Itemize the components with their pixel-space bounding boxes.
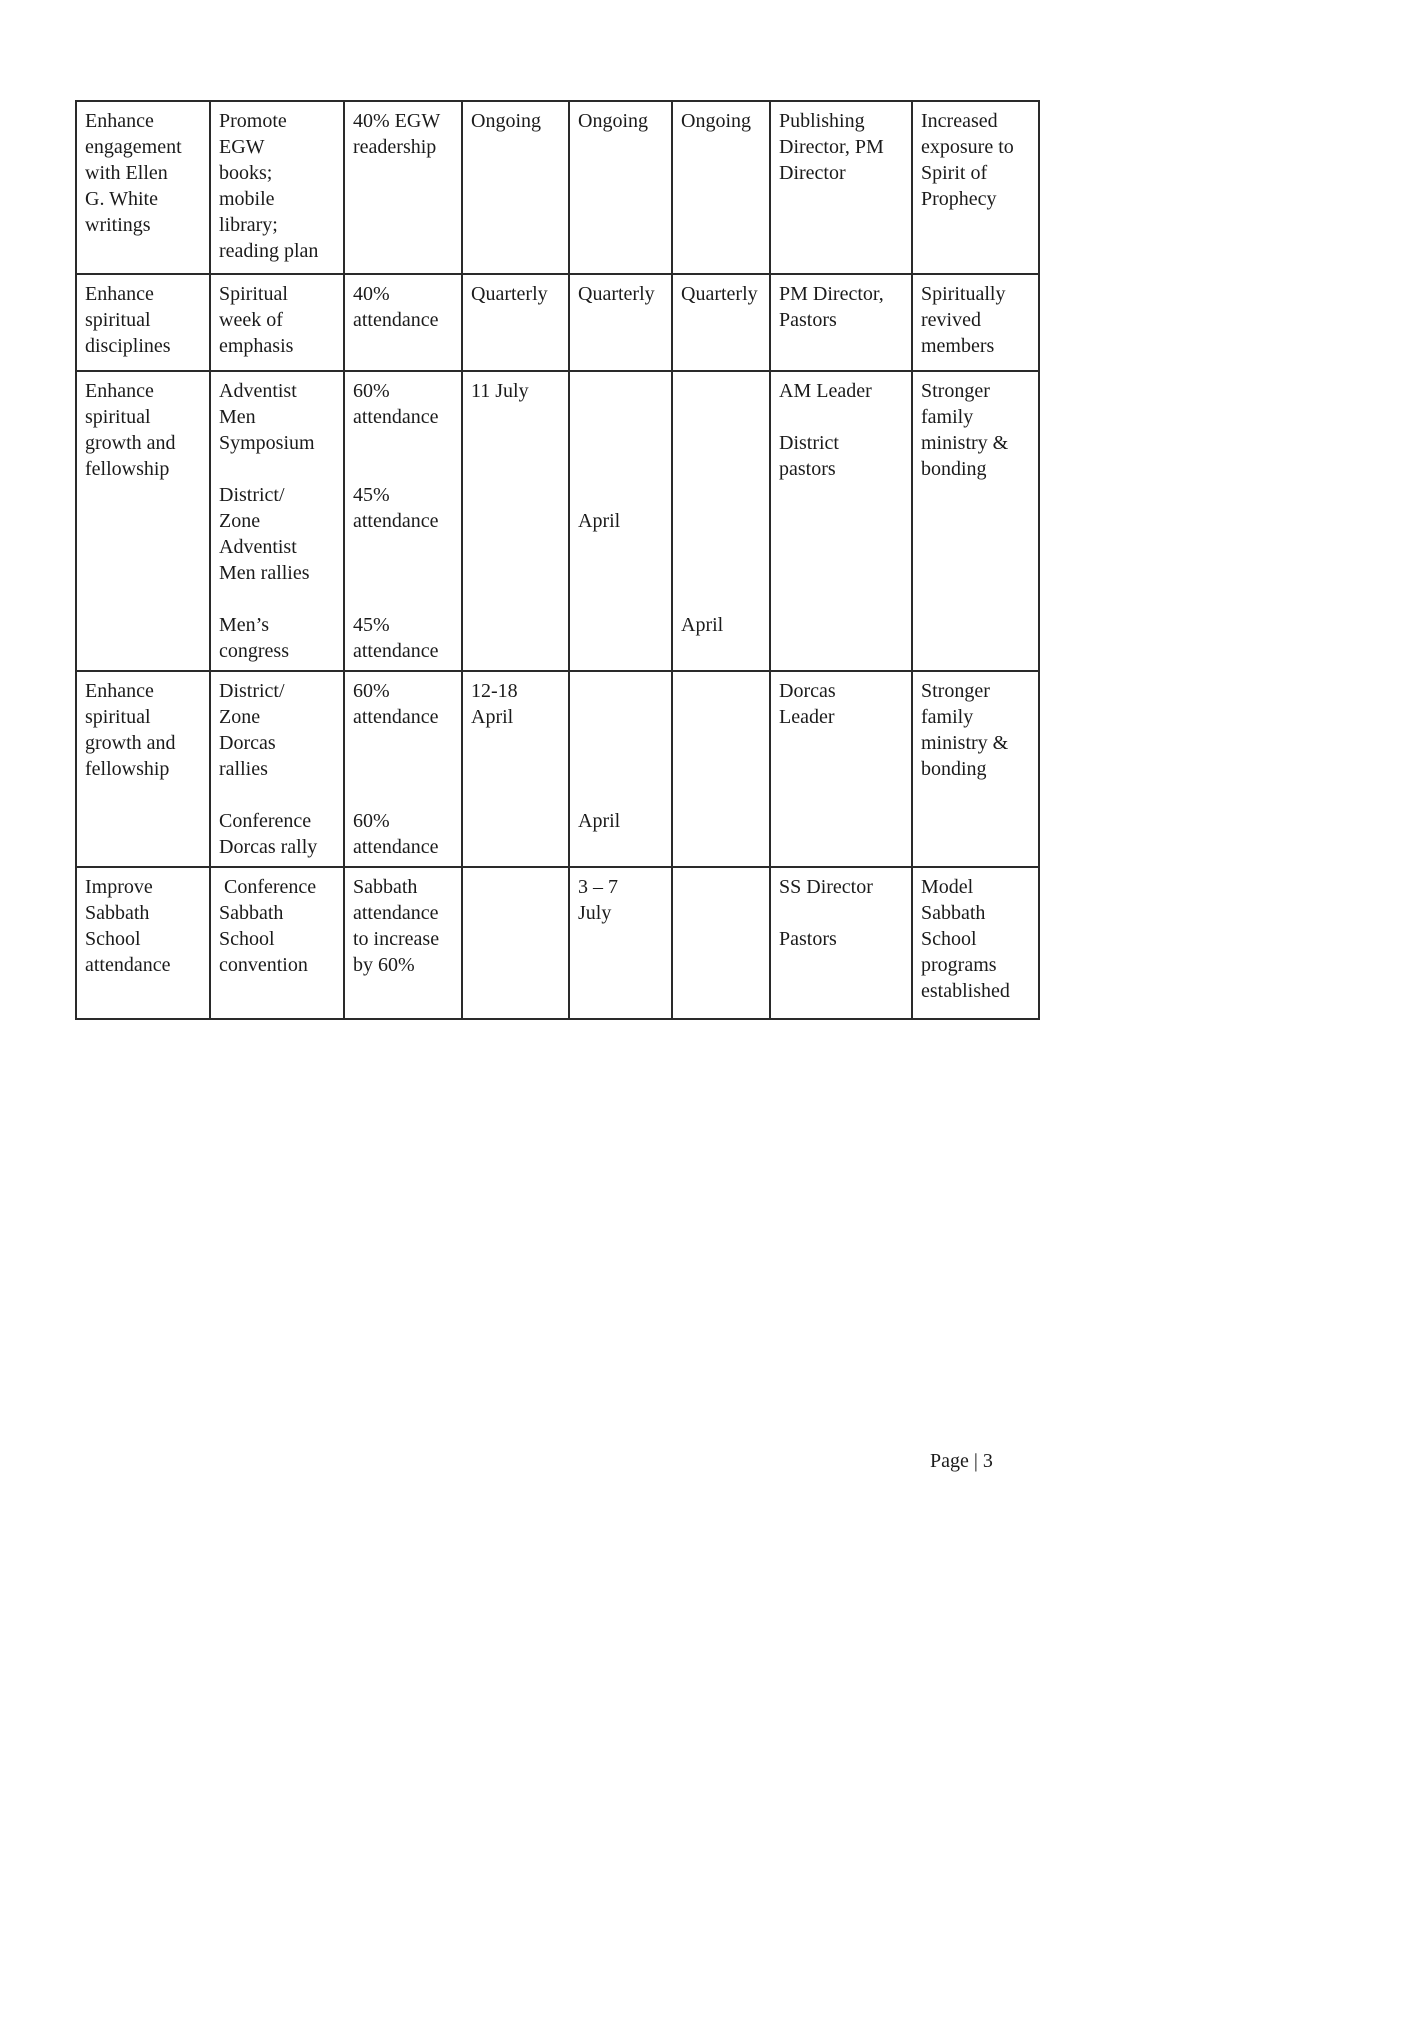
page-number: Page | 3 — [930, 1450, 993, 1472]
table-cell — [210, 671, 344, 867]
cell-text-line — [578, 482, 663, 508]
table-cell — [210, 867, 344, 1019]
cell-text-line — [219, 782, 335, 808]
cell-text-line: District/ — [219, 680, 285, 702]
table-cell — [76, 101, 210, 274]
cell-text-line: pastors — [779, 458, 836, 480]
cell-text-line: SS Director — [779, 876, 873, 898]
table-cell — [569, 867, 672, 1019]
cell-text-line: by 60% — [353, 954, 415, 976]
cell-text-line: Ongoing — [471, 110, 541, 132]
cell-text-line: fellowship — [85, 758, 170, 780]
cell-text-line: exposure to — [921, 136, 1014, 158]
cell-text-line: Sabbath — [353, 876, 418, 898]
cell-text-line: Ongoing — [578, 110, 648, 132]
cell-text-line: books; — [219, 162, 273, 184]
cell-text-line: G. White — [85, 188, 158, 210]
cell-text-line — [578, 430, 663, 456]
cell-text-line: ministry & — [921, 432, 1009, 454]
table-cell — [344, 101, 462, 274]
cell-text-line: attendance — [85, 954, 171, 976]
cell-text-line — [578, 678, 663, 704]
table-cell — [462, 867, 569, 1019]
cell-text-line: Stronger — [921, 680, 990, 702]
cell-text-line: attendance — [353, 836, 439, 858]
cell-text-line: Enhance — [85, 110, 154, 132]
cell-text-line: attendance — [353, 510, 439, 532]
cell-text-line: Adventist — [219, 536, 297, 558]
cell-text-line: spiritual — [85, 406, 151, 428]
cell-text-line: writings — [85, 214, 151, 236]
cell-text-line: emphasis — [219, 335, 294, 357]
cell-text-line: to increase — [353, 928, 440, 950]
cell-text-line: School — [219, 928, 275, 950]
cell-text-line: Men — [219, 406, 256, 428]
cell-text-line: mobile — [219, 188, 275, 210]
table-cell — [344, 867, 462, 1019]
table-cell — [462, 274, 569, 371]
cell-text-line: disciplines — [85, 335, 171, 357]
table-cell — [210, 101, 344, 274]
cell-text-line: 60% — [353, 380, 390, 402]
cell-text-line: Spiritually — [921, 283, 1006, 305]
cell-text-line: established — [921, 980, 1010, 1002]
cell-text-line: Quarterly — [578, 283, 655, 305]
cell-text-line: Model — [921, 876, 974, 898]
cell-text-line: Pastors — [779, 309, 837, 331]
table-cell — [770, 274, 912, 371]
cell-text-line: Promote — [219, 110, 287, 132]
cell-text-line — [219, 586, 335, 612]
cell-text-line — [353, 586, 453, 612]
cell-text-line: convention — [219, 954, 308, 976]
cell-text-line: 3 – 7 — [578, 876, 618, 898]
cell-text-line: Dorcas — [219, 732, 276, 754]
cell-text-line — [681, 404, 761, 430]
cell-text-line: Conference — [219, 810, 312, 832]
cell-text-line: members — [921, 335, 995, 357]
cell-text-line: week of — [219, 309, 283, 331]
table-cell — [569, 671, 672, 867]
cell-text-line — [578, 704, 663, 730]
cell-text-line — [578, 782, 663, 808]
table-cell — [912, 371, 1039, 671]
cell-text-line: Zone — [219, 510, 261, 532]
cell-text-line: engagement — [85, 136, 182, 158]
cell-text-line — [681, 560, 761, 586]
cell-text-line: PM Director, — [779, 283, 884, 305]
cell-text-line — [681, 586, 761, 612]
cell-text-line: Prophecy — [921, 188, 997, 210]
cell-text-line: bonding — [921, 758, 987, 780]
table-cell — [210, 371, 344, 671]
cell-text-line: 60% — [353, 680, 390, 702]
table-row — [76, 867, 1039, 1019]
table-cell — [344, 371, 462, 671]
table-cell — [672, 101, 770, 274]
cell-text-line: Symposium — [219, 432, 315, 454]
table-row — [76, 274, 1039, 371]
cell-text-line: Improve — [85, 876, 153, 898]
cell-text-line: Leader — [779, 706, 835, 728]
cell-text-line: Ongoing — [681, 110, 751, 132]
table-cell — [462, 671, 569, 867]
plan-table-body — [76, 101, 1039, 1019]
cell-text-line — [779, 404, 903, 430]
table-cell — [76, 671, 210, 867]
cell-text-line — [681, 456, 761, 482]
table-cell — [770, 101, 912, 274]
cell-text-line: growth and — [85, 432, 176, 454]
table-cell — [344, 671, 462, 867]
cell-text-line: Enhance — [85, 380, 154, 402]
cell-text-line: Increased — [921, 110, 998, 132]
cell-text-line — [578, 378, 663, 404]
cell-text-line — [681, 378, 761, 404]
cell-text-line: April — [578, 810, 621, 832]
cell-text-line: Spirit of — [921, 162, 988, 184]
cell-text-line: Sabbath — [85, 902, 150, 924]
cell-text-line: spiritual — [85, 706, 151, 728]
cell-text-line: Pastors — [779, 928, 837, 950]
table-cell — [672, 371, 770, 671]
cell-text-line: family — [921, 706, 974, 728]
table-row — [76, 671, 1039, 867]
table-cell — [912, 671, 1039, 867]
table-cell — [770, 867, 912, 1019]
cell-text-line: Stronger — [921, 380, 990, 402]
cell-text-line: family — [921, 406, 974, 428]
table-cell — [344, 274, 462, 371]
plan-table — [75, 100, 1040, 1020]
cell-text-line: AM Leader — [779, 380, 872, 402]
cell-text-line: July — [578, 902, 612, 924]
cell-text-line — [353, 730, 453, 756]
cell-text-line — [779, 900, 903, 926]
cell-text-line — [219, 456, 335, 482]
cell-text-line: 40% EGW — [353, 110, 441, 132]
cell-text-line: Director, PM — [779, 136, 884, 158]
table-cell — [912, 101, 1039, 274]
cell-text-line: 45% — [353, 484, 390, 506]
cell-text-line: Publishing — [779, 110, 865, 132]
cell-text-line — [578, 404, 663, 430]
table-cell — [569, 371, 672, 671]
cell-text-line: 12-18 — [471, 680, 518, 702]
table-cell — [76, 274, 210, 371]
cell-text-line — [578, 730, 663, 756]
cell-text-line: Dorcas rally — [219, 836, 318, 858]
cell-text-line: School — [921, 928, 977, 950]
cell-text-line: congress — [219, 640, 289, 662]
cell-text-line: District — [779, 432, 839, 454]
cell-text-line: fellowship — [85, 458, 170, 480]
cell-text-line — [681, 508, 761, 534]
cell-text-line — [353, 430, 453, 456]
cell-text-line — [353, 756, 453, 782]
cell-text-line: 45% — [353, 614, 390, 636]
cell-text-line: April — [578, 510, 621, 532]
cell-text-line: District/ — [219, 484, 285, 506]
table-cell — [672, 274, 770, 371]
cell-text-line: readership — [353, 136, 437, 158]
cell-text-line: Adventist — [219, 380, 297, 402]
cell-text-line: Men rallies — [219, 562, 310, 584]
cell-text-line: Enhance — [85, 283, 154, 305]
table-cell — [76, 371, 210, 671]
cell-text-line — [681, 430, 761, 456]
cell-text-line: revived — [921, 309, 981, 331]
table-row — [76, 371, 1039, 671]
cell-text-line: April — [681, 614, 724, 636]
table-cell — [912, 867, 1039, 1019]
cell-text-line: April — [471, 706, 514, 728]
table-cell — [672, 867, 770, 1019]
cell-text-line — [353, 534, 453, 560]
cell-text-line: ministry & — [921, 732, 1009, 754]
cell-text-line: 40% — [353, 283, 390, 305]
cell-text-line — [681, 482, 761, 508]
cell-text-line: with Ellen — [85, 162, 168, 184]
cell-text-line — [353, 560, 453, 586]
cell-text-line: Spiritual — [219, 283, 288, 305]
cell-text-line: Director — [779, 162, 846, 184]
cell-text-line: attendance — [353, 706, 439, 728]
cell-text-line: attendance — [353, 902, 439, 924]
cell-text-line: growth and — [85, 732, 176, 754]
table-cell — [210, 274, 344, 371]
cell-text-line: EGW — [219, 136, 265, 158]
table-cell — [912, 274, 1039, 371]
table-cell — [569, 274, 672, 371]
cell-text-line: Men’s — [219, 614, 269, 636]
cell-text-line: programs — [921, 954, 997, 976]
cell-text-line — [578, 756, 663, 782]
table-cell — [76, 867, 210, 1019]
cell-text-line: spiritual — [85, 309, 151, 331]
cell-text-line: Quarterly — [681, 283, 758, 305]
cell-text-line: rallies — [219, 758, 268, 780]
table-cell — [462, 371, 569, 671]
cell-text-line: Sabbath — [219, 902, 284, 924]
table-cell — [770, 671, 912, 867]
table-cell — [462, 101, 569, 274]
cell-text-line: attendance — [353, 640, 439, 662]
table-row — [76, 101, 1039, 274]
cell-text-line: attendance — [353, 309, 439, 331]
table-cell — [672, 671, 770, 867]
cell-text-line: 60% — [353, 810, 390, 832]
cell-text-line — [353, 456, 453, 482]
cell-text-line: Dorcas — [779, 680, 836, 702]
cell-text-line — [353, 782, 453, 808]
cell-text-line: reading plan — [219, 240, 319, 262]
cell-text-line — [578, 456, 663, 482]
cell-text-line — [681, 534, 761, 560]
cell-text-line: library; — [219, 214, 278, 236]
table-cell — [770, 371, 912, 671]
cell-text-line: Sabbath — [921, 902, 986, 924]
cell-text-line: Conference — [219, 876, 317, 898]
table-cell — [569, 101, 672, 274]
cell-text-line: bonding — [921, 458, 987, 480]
cell-text-line: attendance — [353, 406, 439, 428]
cell-text-line: Enhance — [85, 680, 154, 702]
cell-text-line: School — [85, 928, 141, 950]
cell-text-line: 11 July — [471, 380, 529, 402]
cell-text-line: Quarterly — [471, 283, 548, 305]
cell-text-line: Zone — [219, 706, 261, 728]
